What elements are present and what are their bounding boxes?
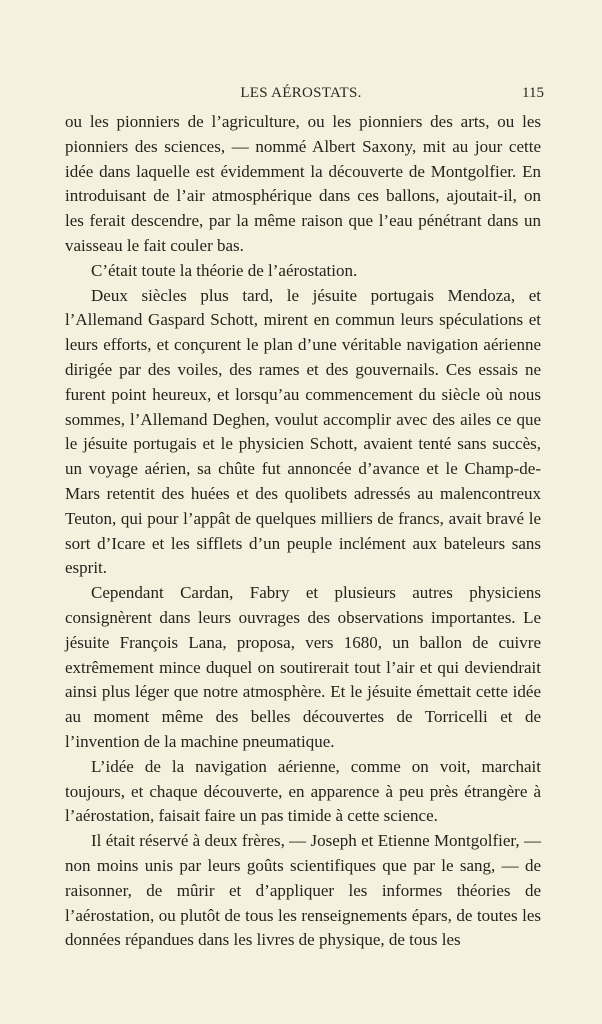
running-title: LES AÉROSTATS. [240,85,362,101]
paragraph: C’était toute la théorie de l’aérostation. [91,260,358,280]
paragraph: L’idée de la navigation aérienne, comme on voit, marchait toujours, et chaque découverte, en apparence à peu près étrangère à l’aérostation, faisait faire un pas timide à cette science. [65,756,541,826]
paragraph-continued: ou les pionniers de l’agriculture, ou les pionniers des arts, ou les pionniers des sciences, — nommé Albert Saxony, mit au jour cette idée dans laquelle est évidemment la découverte de Montgolfier. En introduisant de l’air atmosphérique dans ces ballons, ajoutait-il, on les ferait descendre, par la même raison que l’eau pénétrant dans un vaisseau le fait couler bas. [65,112,541,255]
paragraph: Cependant Cardan, Fabry et plusieurs autres physiciens consignèrent dans leurs ouvrages des observations importantes. Le jésuite François Lana, proposa, vers 1680, un ballon de cuivre extrêmement mince duquel on soutirerait tout l’air et qui deviendrait ainsi plus léger que notre atmosphère. Et le jésuite émettait cette idée au moment même des belles découvertes de Torricelli et de l’invention de la machine pneumatique. [65,583,541,751]
paragraph: Deux siècles plus tard, le jésuite portugais Mendoza, et l’Allemand Gaspard Schott, mirent en commun leurs spéculations et leurs efforts, et conçurent le plan d’une véritable navigation aérienne dirigée par des voiles, des rames et des gouvernails. Ces essais ne furent point heureux, et lorsqu’au commencement du siècle où nous sommes, l’Allemand Deghen, voulut accomplir avec des ailes ce que le jésuite portugais et le physicien Schott, avaient tenté sans succès, un voyage aérien, sa chûte fut annoncée d’avance et le Champ-de-Mars retentit des huées et des quolibets adressés au malencontreux Teuton, qui pour l’appât de quelques milliers de francs, avait bravé le sort d’Icare et les sifflets d’un peuple inclément aux bateleurs sans esprit. [65,285,541,578]
body-text [65,110,541,953]
running-head [0,85,602,107]
paragraph-last: Il était réservé à deux frères, — Joseph et Etienne Montgolfier, — non moins unis par leurs goûts scientifiques que par le sang, — de raisonner, de mûrir et d’appliquer les informes théories de l’aérostation, ou plutôt de tous les renseignements épars, de toutes les données répandues dans les livres de physique, de tous les [65,831,541,950]
page-number: 115 [522,85,544,101]
